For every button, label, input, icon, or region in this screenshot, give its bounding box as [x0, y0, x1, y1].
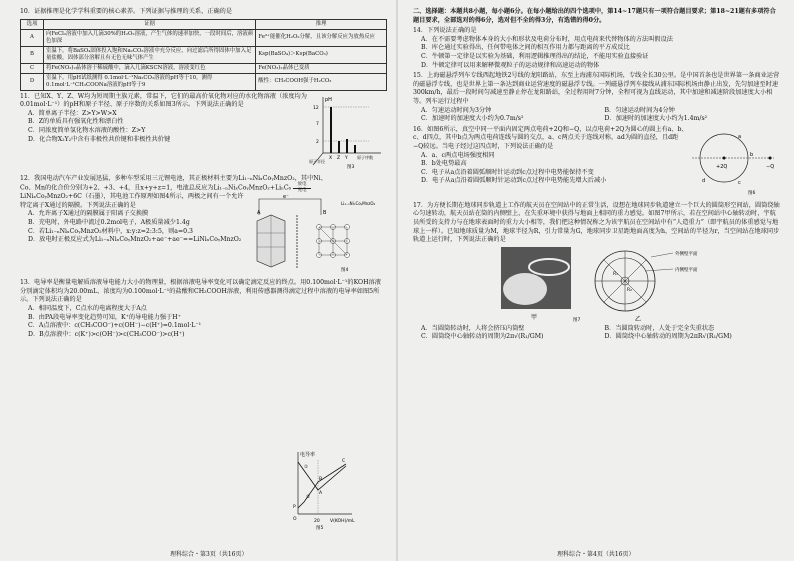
q11-block	[20, 93, 387, 173]
figure-6	[688, 126, 780, 200]
figure-3-y-tick: 7	[316, 121, 319, 127]
q15-stem: 15．上海磁悬浮列车专线西起地铁2号线的龙阳路站，东至上海浦东国际机场，专线全长30公里。是中国首条也是世界第一条商业运营的磁悬浮专线，也是世界上第一条达到商业运营速度的磁悬浮专线。一列磁悬浮列车接线从浦东国际机场由静止出发，先匀加速至时速300km/h，最后一段时间匀减速至静止停在龙阳路站，全过程用时7分钟，全程可视为直线运动，其中加速和减速阶段加速度大小相等。列车运行过程中	[413, 72, 780, 105]
q13-block	[20, 279, 387, 339]
q11-option-c: C．同浓度简单氢化物水溶液的酸性：Z>Y	[28, 126, 146, 134]
q16-stem: 16．如图6所示，真空中同一平面内固定两点电荷+2Q和−Q，以点电荷+2Q为圆心的圆上有a、b、c、d四点，其中b点为两点电荷连线与圆的交点，a、c两点关于连线对称，ad为圆的直径，且d距−Q较远。当电子经过这四点时，下列说法正确的是	[413, 125, 688, 150]
figure-3-x-tick: Y	[345, 155, 348, 161]
q13-option-d: D．B点溶液中：c(K⁺)>c(OH⁻)>c(CH₃COO⁻)>c(H⁺)	[28, 330, 185, 338]
figure-5-ylabel: 电导率	[300, 452, 316, 458]
row-inference: Fe³⁺能催化H₂O₂分解，且该分解反应为放热反应	[256, 29, 387, 46]
q13-option-c: C．A点溶液中：c(CH₃COO⁻)+c(OH⁻)−c(H⁺)=0.1mol·L⁻¹	[28, 322, 202, 330]
q16-option-a: A．a、c两点电场强度相同	[421, 151, 495, 159]
q15-option-c: C．加速时的加速度大小约为0.7m/s²	[421, 115, 524, 123]
row-option: B	[21, 46, 44, 63]
figure-3-x-tick: Z	[337, 155, 341, 161]
figure-4-electron: e⁻	[283, 194, 289, 201]
q13-stem: 13．电导率是衡量电解质溶液导电能力大小的物理量，根据溶液电导率变化可以确定滴定反应的终点。用0.100mol·L⁻¹的KOH溶液分别滴定体积均为20.00mL、浓度均为0.100mol·L⁻¹的盐酸和CH₃COOH溶液，利用传感器测得滴定过程中溶液的电导率如图5所示。下列说法正确的是	[20, 279, 381, 304]
figure-6-charge-positive: +2Q	[716, 163, 728, 170]
q15-option-b: B．匀速运动时间为4分钟	[604, 106, 675, 114]
figure-3	[309, 93, 387, 173]
row-option: A	[21, 29, 44, 46]
footer-left: 理科综合・第3页（共16页）	[170, 551, 248, 558]
q14-option-d: D．牛顿定律可以用来解释微观粒子的运动规律和高速运动的物体	[421, 61, 600, 69]
q12-option-b: B．充电时，外电路中流过0.2mol电子，A极质量减少1.4g	[28, 219, 190, 227]
charge-label: 充电	[297, 187, 307, 193]
q17-stem: 17．为方便长期在地球同步轨道上工作的航天员在空间站中的正常生活，设想在地球同步轨道建立一个巨大的圆筒形空间站，圆筒绕轴心匀速转动，航天员站在筒的内侧壁上，在失重环境中获得与地面上相同的重力感觉。如图7甲所示，若在空间站中心轴转动时，宇航员所受的支持力与在地球表面时的重力大小相等，我们把这种情况称之为该宇航员在空间站中有“人造重力”（即宇航员的体重感觉与地球上一样）。已知地球质量为M，地球半径为R，引力常量为G，地球同步卫星距地面高度为h，空间站的半径为r，当空间站在地球同步轨道上运行时，下列说法正确的是	[413, 201, 780, 244]
figure-5-point: P	[293, 505, 296, 510]
page-right	[397, 0, 794, 561]
q13-option-b: B．由PA段电导率变化趋势可知，K⁺的导电能力强于H⁺	[28, 313, 181, 321]
figure-7-caption: 图7	[573, 317, 581, 323]
row-evidence: 室温下，将BaSO₄固体投入饱和Na₂CO₃溶液中充分反应，向过滤后所得固体中加入足量盐酸，固体部分溶解且有无色无味气体产生	[44, 46, 256, 63]
row-evidence: 向FeCl₂溶液中加入几滴30%的H₂O₂溶液，产生气体的速率加快，一段时间后，溶液颜色加深	[44, 29, 256, 46]
figure-4-electrode-b: B	[323, 210, 327, 217]
footer-right: 理科综合・第4页（共16页）	[557, 551, 635, 558]
q17-option-d: D．圆筒绕中心轴转动的周期为2πR√(R₁/GM)	[604, 333, 732, 341]
q11-option-d: D．化合物X₂Y₂中含有非极性共价键和非极性共价键	[28, 135, 171, 143]
figure-7-radius-1: R₁	[613, 271, 618, 277]
q14-option-b: B．库仑通过实验得出，任何带电体之间的相互作用力都与距离的平方成反比	[421, 44, 630, 52]
table-header-inference: 推理	[256, 19, 387, 29]
row-evidence: 将Fe(NO₃)₂晶体溶于稀硫酸中，滴入几滴KSCN溶液，溶液变红色	[44, 63, 256, 73]
q12-option-c: C．若Li₁₋ₙNiₓCoᵧMnzO₂材料中，x:y:z=2:3:5，则a=0.3	[28, 227, 193, 235]
figure-4	[249, 193, 387, 277]
figure-4-caption: 图4	[341, 268, 349, 274]
row-option: C	[21, 63, 44, 73]
row-inference: 酸性：CH₃COOH强于H₂CO₃	[256, 73, 387, 90]
table-row	[21, 63, 387, 73]
figure-5-origin: O	[293, 517, 297, 522]
q11-option-b: B．Z的单质具有强氧化性和漂白性	[28, 118, 124, 126]
figure-5-caption: 图5	[316, 526, 324, 530]
figure-7-label-yi: 乙	[635, 315, 642, 323]
q12-stem-2: Co、Mn的化合价分别为+2、+3、+4，且x+y+z=1，电池总反应为Li₁₋ₙNiₓCoᵧMnzO₂+LiₙC₆	[20, 184, 292, 192]
q17-option-a: A．当圆筒转动时，人将会挤压内筒壁	[421, 324, 525, 332]
table-row	[21, 73, 387, 90]
q14-option-a: A．在不需要考虑物体本身的大小和形状及电荷分布时，用点电荷来代替物体的方法叫假设法	[421, 35, 673, 43]
table-header-option: 选项	[21, 19, 44, 29]
q17-option-b: B．当圆筒转动时，人处于完全失重状态	[604, 324, 715, 332]
q12-option-d: D．放电时正极反应式为Li₁₋ₙNiₓCoᵧMnzO₂+ae⁻+ae⁻==LiNiₓCoᵧMnzO₂	[28, 236, 242, 244]
figure-3-ylabel: pH	[325, 96, 332, 103]
q11-option-a: A．简单离子半径：Z>Y>W>X	[28, 109, 117, 117]
figure-3-caption: 图3	[347, 164, 355, 169]
figure-5-curve-label: ②	[306, 495, 311, 500]
figure-4-cathode-material: Li₁₋ₙNiₓCoᵧMnzO₂	[341, 201, 376, 207]
figure-6-caption: 图6	[748, 190, 756, 196]
figure-7	[413, 245, 780, 325]
q16-option-c: C．电子从a点沿着圆弧顺时针运动到c点过程中电势能保持不变	[421, 168, 594, 176]
figure-7-radius-2: R₂	[627, 287, 632, 293]
figure-5-curve-label: ①	[304, 465, 309, 470]
q16-block	[413, 126, 780, 200]
figure-3-y-tick: 2	[316, 139, 319, 145]
row-inference: Fe(NO₃)₂晶体已变质	[256, 63, 387, 73]
q12-stem: 12．我国电动汽车产业发展迅猛，多种车型采用三元锂电池，其正极材料主要为Li₁₋ₙNiₓCoᵧMnzO₂，其中Ni、	[20, 174, 327, 182]
q12-option-a: A．允许离子X通过的隔膜属于阳离子交换膜	[28, 210, 149, 218]
row-option: D	[21, 73, 44, 90]
figure-6-point-b: b	[750, 151, 754, 158]
figure-3-x-tick: X	[329, 155, 333, 161]
figure-3-ylabel2: 原子半径	[309, 158, 325, 164]
q10-table	[20, 19, 387, 91]
figure-5-x-tick: 20	[314, 519, 320, 524]
q17-option-c: C．圆筒绕中心轴转动的周期为2π√(R₁/GM)	[421, 333, 544, 341]
figure-5-xlabel: V(KOH)/mL	[330, 519, 355, 524]
figure-6-point-a: a	[738, 133, 742, 140]
figure-7-inner-wall: 内侧壁平面	[675, 267, 698, 273]
figure-5-point: A	[319, 491, 323, 496]
discharge-label: 放电	[297, 182, 307, 188]
row-evidence: 室温下，用pH试纸测得 0.1mol·L⁻¹Na₂CO₃溶液的pH等于10，测得0.1mol·L⁻¹CH₃COONa溶液的pH等于9	[44, 73, 256, 90]
q14-option-c: C．牛顿第一定律是以实验为基础，利用逻辑推理得出的结论，不能用实验直接验证	[421, 52, 649, 60]
q13-option-a: A．相同温度下，C点水的电离程度大于A点	[28, 305, 147, 313]
section-heading: 二、选择题：本题共8小题，每小题6分。在每小题给出的四个选项中，第14~17题只有一项符合题目要求；第18~21题有多项符合题目要求，全部选对的得6分，选对但不全的得3分，有选错的得0分。	[413, 8, 776, 24]
figure-6-charge-negative: −Q	[766, 163, 775, 170]
figure-3-y-tick: 12	[313, 105, 319, 111]
figure-7-label-jia: 甲	[531, 313, 538, 321]
figure-3-xlabel: 原子序数	[357, 154, 373, 160]
row-inference: Ksp(BaSO₄)＞Ksp(BaCO₃)	[256, 46, 387, 63]
figure-5-point: B	[319, 477, 323, 482]
q16-option-d: D．电子从a点沿着圆弧顺时针运动到c点过程中电势能先增大后减小	[421, 177, 607, 185]
figure-4-electrode-a: A	[257, 210, 261, 217]
figure-7-outer-wall: 外侧壁平面	[675, 251, 698, 257]
q12-stem-3: LiNiₓCoᵧMnzO₂+6C（石墨），其电池工作原理如图4所示，两极之间有一个允许特定离子X通过的隔膜。下列说法正确的是	[20, 193, 244, 209]
q16-option-b: B．b处电势最高	[421, 160, 467, 168]
q15-option-d: D．加速时的加速度大小约为1.4m/s²	[604, 115, 708, 123]
q14-stem: 14．下列说法正确的是	[413, 27, 477, 35]
q10-stem: 10．证据推理是化学学科重要的核心素养。下列证据与推理的关系，正确的是	[20, 8, 233, 15]
reaction-arrow	[293, 183, 311, 193]
q11-stem: 11．已知X、Y、Z、W均为短周期主族元素，常温下，它们的最高价氧化物对应的水化物溶液（浓度均为0.01mol·L⁻¹）的pH和原子半径、原子序数的关系如图3所示。下列说法正确的是	[20, 92, 307, 109]
table-header-row	[21, 19, 387, 29]
figure-5-point: C	[342, 459, 346, 464]
figure-5	[290, 448, 360, 534]
figure-6-point-c: c	[738, 179, 741, 186]
table-row	[21, 46, 387, 63]
table-row	[21, 29, 387, 46]
q12-block	[20, 193, 387, 277]
q15-option-a: A．匀速运动时间为3分钟	[421, 106, 492, 114]
table-header-evidence: 证据	[44, 19, 256, 29]
figure-6-point-d: d	[702, 177, 706, 184]
